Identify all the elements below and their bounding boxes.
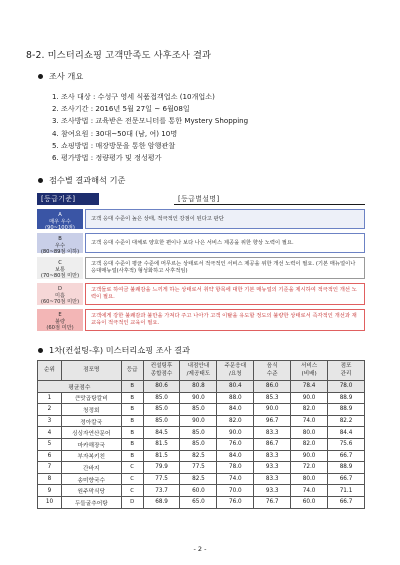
grade-grade: B [58, 236, 62, 242]
column-header-line: (비배) [301, 370, 317, 377]
score-cell: 72.0 [291, 462, 328, 474]
table-row [38, 392, 365, 404]
grade-row [37, 283, 365, 305]
score-cell: 80.6 [143, 381, 180, 393]
overview-item: 6. 평가방법 : 정량평가 및 정성평가 [52, 153, 162, 163]
score-cell: 84.0 [217, 404, 254, 416]
rank-cell: 9 [38, 485, 62, 497]
column-header-line: 점포명 [83, 366, 100, 373]
column-header-line: 컨설팅후 [150, 363, 173, 369]
overview-list [52, 91, 248, 164]
score-cell: 85.0 [143, 415, 180, 427]
score-cell: 88.9 [328, 462, 365, 474]
grade-cell: C [121, 473, 143, 485]
score-cell: 93.3 [254, 485, 291, 497]
average-row [38, 381, 365, 393]
grade-description [85, 209, 365, 229]
score-cell: 80.0 [291, 427, 328, 439]
column-header-line: 수준 [266, 370, 278, 377]
table-row [38, 438, 365, 450]
score-cell: 82.0 [291, 404, 328, 416]
score-cell: 60.0 [180, 485, 217, 497]
score-cell: 90.0 [180, 415, 217, 427]
score-cell: 80.8 [180, 381, 217, 393]
grade-name: 미흡 [54, 292, 66, 299]
column-header [143, 361, 180, 381]
column-header-line: 점포 [340, 363, 352, 369]
score-cell: 90.0 [217, 427, 254, 439]
table-row [38, 427, 365, 439]
table-row [38, 485, 365, 497]
grade-detail-label: [등급별설명] [174, 193, 365, 205]
score-cell: 83.3 [254, 450, 291, 462]
table-row [38, 473, 365, 485]
score-cell: 74.0 [291, 415, 328, 427]
grade-cell: B [121, 404, 143, 416]
grade-description-text: 고객들로 하여금 불쾌감을 느끼게 하는 상태로서 취약 항목에 대한 기본 매뉴얼의 기준을 제시하여 적극적인 개선 노력이 필요. [91, 287, 357, 300]
rank-cell: 10 [38, 496, 62, 508]
column-header-line: /제공태도 [186, 370, 211, 377]
score-cell: 75.6 [328, 438, 365, 450]
score-cell: 76.0 [217, 438, 254, 450]
column-header-line: 음식 [266, 363, 278, 369]
grade-row [37, 309, 365, 331]
store-name-cell: 두들굴추어탕 [61, 496, 121, 508]
grade-box [37, 283, 83, 305]
score-cell: 82.5 [180, 450, 217, 462]
store-name-cell: 송미향국수 [61, 473, 121, 485]
score-cell: 88.0 [217, 392, 254, 404]
grade-box [37, 209, 83, 229]
score-cell: 85.0 [180, 427, 217, 439]
score-cell: 66.7 [328, 450, 365, 462]
grade-box [37, 309, 83, 331]
grading-title [38, 175, 125, 186]
rank-cell: 2 [38, 404, 62, 416]
grade-row [37, 233, 365, 253]
column-header [61, 361, 121, 381]
score-cell: 88.9 [328, 404, 365, 416]
column-header [180, 361, 217, 381]
score-cell: 85.0 [143, 404, 180, 416]
score-cell: 80.4 [217, 381, 254, 393]
grade-cell: D [121, 496, 143, 508]
score-cell: 90.0 [291, 450, 328, 462]
column-header-line: 순위 [44, 366, 55, 373]
grade-name: 매우 우수 [49, 218, 71, 225]
column-header [254, 361, 291, 381]
rank-cell: 8 [38, 473, 62, 485]
score-cell: 82.2 [328, 415, 365, 427]
column-header-line: /요청 [228, 370, 242, 377]
store-name-cell: 간바지 [61, 462, 121, 474]
score-cell: 78.0 [328, 381, 365, 393]
score-cell: 84.4 [328, 427, 365, 439]
grade-description [85, 309, 365, 331]
score-cell: 86.0 [254, 381, 291, 393]
column-header [291, 361, 328, 381]
score-cell: 76.7 [254, 496, 291, 508]
column-header [121, 361, 143, 381]
grade-description-text: 고객 응대 수준이 높은 상태, 적극적인 강점이 된다고 판단 [91, 215, 224, 222]
column-header-line: 내점안내 [187, 363, 210, 369]
table-row [38, 450, 365, 462]
grading-title-text: 점수별 결과해석 기준 [49, 175, 126, 185]
grade-range: (80~89점 이하) [40, 249, 80, 255]
table-row [38, 462, 365, 474]
score-cell: 66.7 [328, 473, 365, 485]
bullet-icon [38, 348, 43, 353]
grade-grade: D [58, 286, 62, 292]
store-name-cell: 싱싱자연산문어 [61, 427, 121, 439]
store-name-cell: 마카해장국 [61, 438, 121, 450]
grade-cell: B [121, 392, 143, 404]
table-row [38, 404, 365, 416]
score-cell: 74.0 [291, 485, 328, 497]
grade-range: (60~70점 미만) [40, 299, 80, 305]
score-cell: 90.0 [291, 392, 328, 404]
page-heading: 8-2. 미스터리쇼핑 고객만족도 사후조사 결과 [26, 50, 212, 61]
score-cell: 85.0 [180, 404, 217, 416]
column-header-line: 관리 [340, 370, 352, 377]
score-cell: 84.0 [217, 450, 254, 462]
score-cell: 83.3 [254, 427, 291, 439]
grade-description-text: 고객 응대 수준이 대체로 양호한 편이나 보다 나은 서비스 제공을 위한 향상 노력이 필요. [91, 239, 294, 246]
score-cell: 82.0 [217, 415, 254, 427]
results-title [38, 345, 190, 356]
score-cell: 96.7 [254, 415, 291, 427]
results-title-text: 1차(컨설팅-후) 미스터리쇼핑 조사 결과 [49, 345, 190, 355]
rank-cell: 4 [38, 427, 62, 439]
store-name-cell: 청정회 [61, 404, 121, 416]
grade-box [37, 257, 83, 279]
grade-cell: C [121, 485, 143, 497]
grade-table [37, 209, 365, 335]
grade-range: (60점 미만) [46, 325, 74, 331]
score-cell: 78.4 [291, 381, 328, 393]
score-cell: 85.0 [180, 438, 217, 450]
grade-box [37, 233, 83, 253]
score-cell: 82.5 [180, 473, 217, 485]
rank-cell: 7 [38, 462, 62, 474]
score-cell: 82.0 [291, 438, 328, 450]
score-cell: 73.7 [143, 485, 180, 497]
overview-item: 2. 조사기간 : 2016년 5월 27일 ~ 6월08일 [52, 104, 190, 114]
overview-title-text: 조사 개요 [49, 71, 84, 81]
grade-grade: A [58, 212, 62, 218]
grade-description [85, 283, 365, 305]
bullet-icon [38, 74, 43, 79]
grade-grade: C [58, 260, 62, 266]
store-name-cell: 원주막식당 [61, 485, 121, 497]
average-label: 평균점수 [38, 381, 122, 393]
grade-cell: B [121, 450, 143, 462]
score-cell: 81.5 [143, 438, 180, 450]
results-header-row [38, 361, 365, 381]
score-cell: 65.0 [180, 496, 217, 508]
column-header [328, 361, 365, 381]
score-cell: 84.5 [143, 427, 180, 439]
grade-standard-label: [등급기준] [37, 193, 99, 205]
score-cell: 80.0 [291, 473, 328, 485]
column-header-line: 등급 [126, 366, 138, 373]
grade-cell: B [121, 427, 143, 439]
score-cell: 60.0 [291, 496, 328, 508]
column-header-line: 서비스 [300, 363, 318, 369]
overview-item: 1. 조사 대상 : 수성구 영세 식품접객업소 (10개업소) [52, 92, 215, 101]
score-cell: 93.3 [254, 462, 291, 474]
score-cell: 81.5 [143, 450, 180, 462]
grade-description-text: 고객에게 강한 불쾌감과 불만을 가져다 주고 나아가 고객 이탈을 유도할 정도의 불량한 상태로서 즉각적인 개선과 재교육이 적극적인 교육이 필요. [91, 313, 357, 326]
store-name-cell: 부자복키친 [61, 450, 121, 462]
score-cell: 85.3 [254, 392, 291, 404]
grade-range: (70~80점 미만) [40, 273, 80, 279]
bullet-icon [38, 178, 43, 183]
grade-cell: B [121, 381, 143, 393]
overview-item: 4. 참여요원 : 30대~50대 (남, 여) 10명 [52, 128, 178, 138]
rank-cell: 3 [38, 415, 62, 427]
overview-item: 5. 쇼핑방법 : 매장방문을 통한 암행관찰 [52, 140, 176, 150]
grading-header-bar [37, 193, 365, 206]
page-number: - 2 - [193, 545, 207, 553]
store-name-cell: 큰맛곱탕칼비 [61, 392, 121, 404]
score-cell: 83.3 [254, 473, 291, 485]
score-cell: 77.5 [143, 473, 180, 485]
grade-cell: B [121, 438, 143, 450]
grade-name: 보통 [54, 266, 66, 273]
column-header [217, 361, 254, 381]
column-header-line: 주문응대 [224, 363, 247, 369]
overview-item: 3. 조사방법 : 교육받은 전문모니터를 통한 Mystery Shopping [52, 116, 249, 126]
rank-cell: 1 [38, 392, 62, 404]
score-cell: 70.0 [217, 485, 254, 497]
grade-description [85, 233, 365, 253]
column-header-line: 종합점수 [150, 370, 173, 377]
score-cell: 76.0 [217, 496, 254, 508]
score-cell: 66.7 [328, 496, 365, 508]
table-row [38, 415, 365, 427]
overview-title [38, 71, 83, 82]
score-cell: 90.0 [180, 392, 217, 404]
store-name-cell: 정아칼국 [61, 415, 121, 427]
grade-row [37, 257, 365, 279]
score-cell: 78.0 [217, 462, 254, 474]
grade-cell: B [121, 415, 143, 427]
grade-range: (90~100점) [45, 225, 75, 231]
score-cell: 85.0 [143, 392, 180, 404]
score-cell: 74.0 [217, 473, 254, 485]
table-row [38, 496, 365, 508]
score-cell: 68.9 [143, 496, 180, 508]
grade-name: 우수 [54, 242, 66, 249]
grade-grade: E [58, 312, 62, 318]
score-cell: 79.9 [143, 462, 180, 474]
grade-cell: C [121, 462, 143, 474]
grade-name: 불량 [54, 318, 66, 325]
results-table [37, 360, 365, 509]
column-header [38, 361, 62, 381]
rank-cell: 6 [38, 450, 62, 462]
grade-description-text: 고객 응대 수준이 평균 수준에 머무르는 상태로서 적극적인 서비스 제공을 위한 개선 노력이 필요. (기본 매뉴얼이나 응대매뉴얼(사후적) 형성화하고 사후적임) [91, 261, 356, 274]
grade-row [37, 209, 365, 229]
score-cell: 90.0 [254, 404, 291, 416]
rank-cell: 5 [38, 438, 62, 450]
score-cell: 88.9 [328, 392, 365, 404]
score-cell: 86.7 [254, 438, 291, 450]
grade-description [85, 257, 365, 279]
score-cell: 77.5 [180, 462, 217, 474]
score-cell: 71.1 [328, 485, 365, 497]
